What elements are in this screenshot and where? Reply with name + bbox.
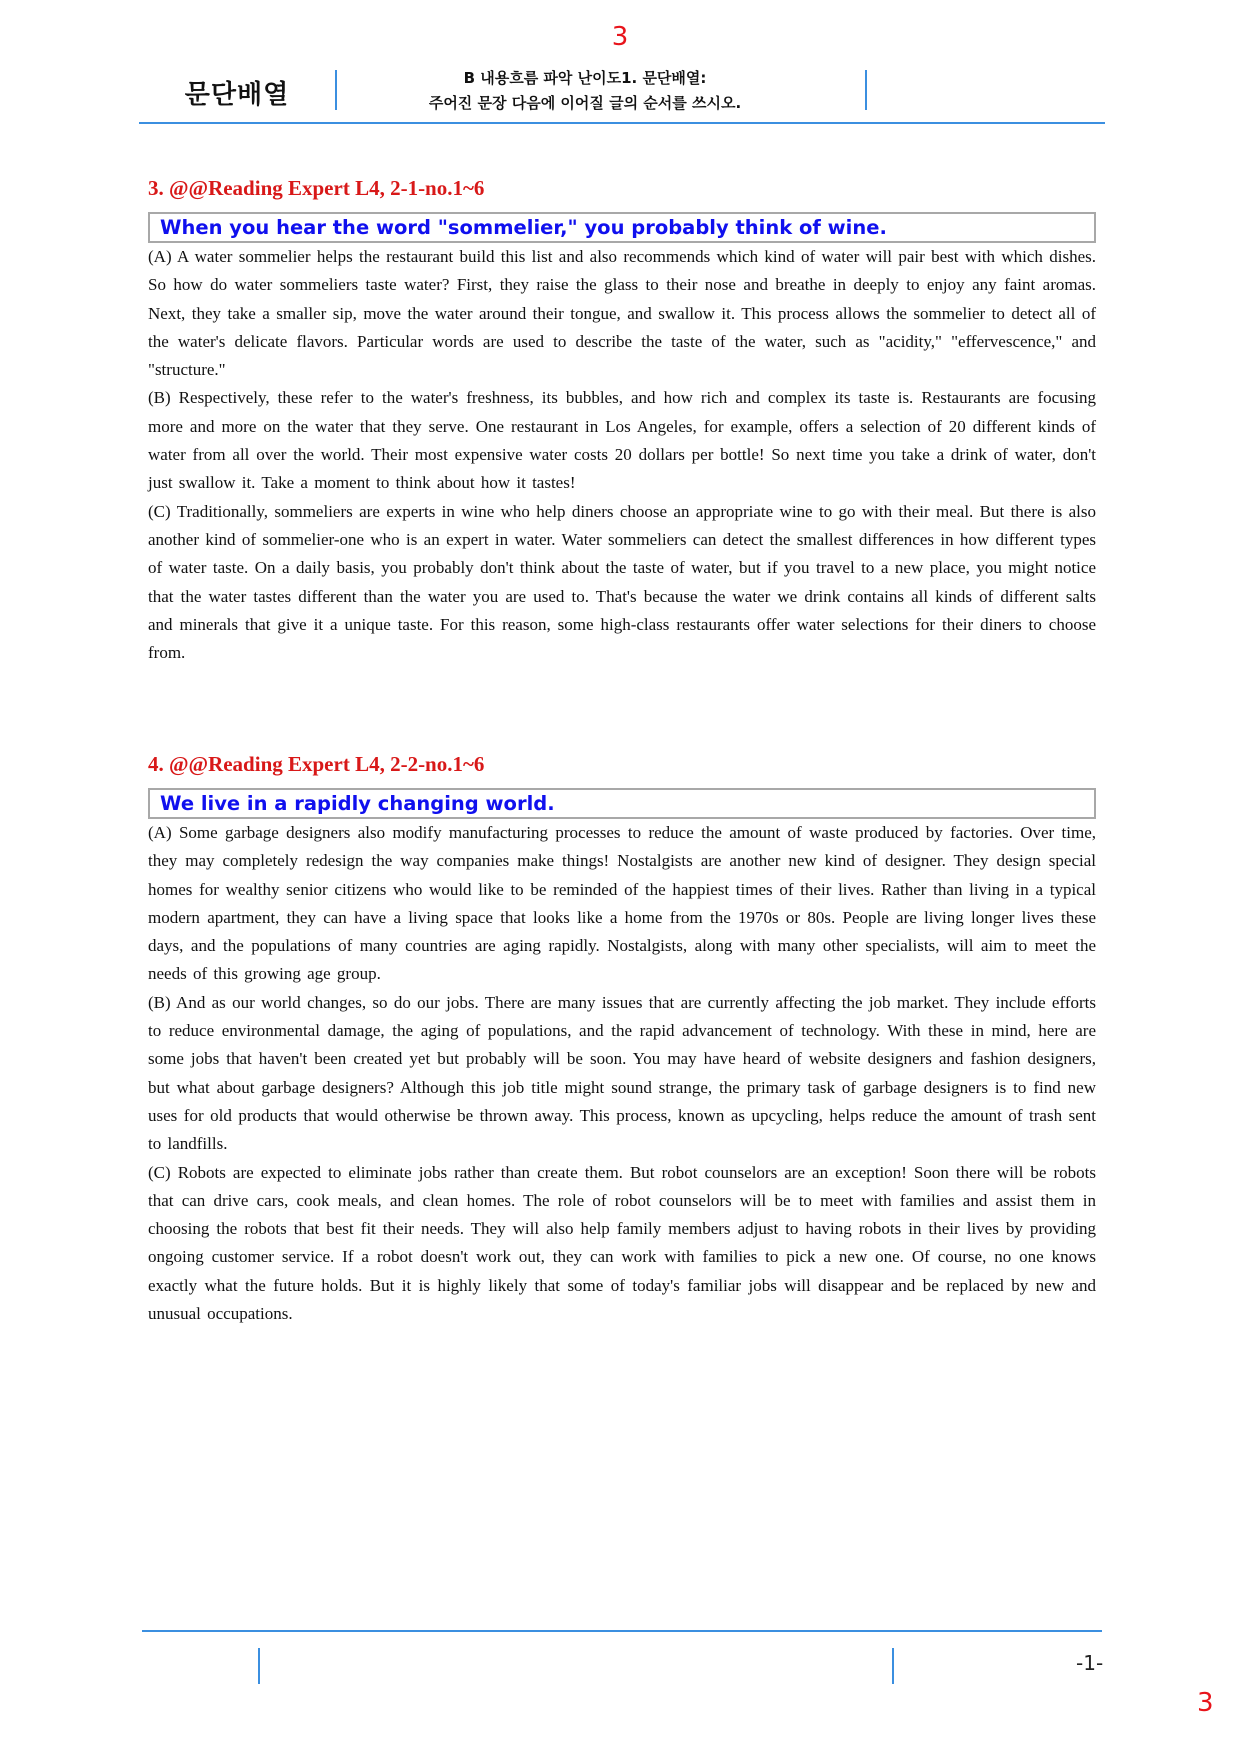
- paragraph-b: (B) And as our world changes, so do our jobs. There are many issues that are currently affecting the job market. They include efforts to reduce environmental damage, the aging of populations, and the rapid advancement of technology. With these in mind, here are some jobs that haven't been created yet but probably will be soon. You may have heard of website designers and fashion designers, but what about garbage designers? Although this job title might sound strange, the primary task of garbage designers is to find new uses for old products that would otherwise be thrown away. This process, known as upcycling, helps reduce the amount of trash sent to landfills.: [148, 992, 1096, 1154]
- header-desc-line2: 주어진 문장 다음에 이어질 글의 순서를 쓰시오.: [428, 94, 742, 112]
- section-title: 3. @@Reading Expert L4, 2-1-no.1~6: [148, 176, 485, 200]
- paragraph-c: (C) Robots are expected to eliminate jobs rather than create them. But robot counselors are an exception! Soon there will be robots that can drive cars, cook meals, and clean homes. The role of robot counselors will be to meet with families and assist them in choosing the robots that best fit their needs. They will also help family members adjust to having robots in their lives by providing ongoing customer service. If a robot doesn't work out, they can work with families to pick a new one. Of course, no one knows exactly what the future holds. But it is highly likely that some of today's familiar jobs will disappear and be replaced by new and unusual occupations.: [148, 1162, 1096, 1324]
- section-title: 4. @@Reading Expert L4, 2-2-no.1~6: [148, 752, 485, 776]
- top-page-number: 3: [611, 22, 629, 52]
- footer-divider-left: [258, 1648, 260, 1684]
- paragraph-a: (A) A water sommelier helps the restaurant build this list and also recommends which kind of water will pair best with which dishes. So how do water sommeliers taste water? First, they raise the glass to their nose and breathe in deeply to enjoy any faint aromas. Next, they take a smaller sip, move the water around their tongue, and swallow it. This process allows the sommelier to detect all of the water's delicate flavors. Particular words are used to describe the taste of the water, such as "acidity," "effervescence," and "structure.": [148, 247, 1096, 380]
- header-title: 문단배열: [184, 80, 290, 110]
- paragraph-a: (A) Some garbage designers also modify manufacturing processes to reduce the amount of waste produced by factories. Over time, they may completely redesign the way companies make things! Nostalgists are another new kind of designer. They design special homes for wealthy senior citizens who would like to be reminded of the happiest times of their lives. Rather than living in a typical modern apartment, they can have a living space that looks like a home from the 1970s or 80s. People are living longer lives these days, and the populations of many countries are aging rapidly. Nostalgists, along with many other specialists, will aim to meet the needs of this growing age group.: [148, 823, 1096, 984]
- header-description: [335, 66, 835, 116]
- footer-rule: [142, 1630, 1102, 1632]
- given-sentence: When you hear the word "sommelier," you probably think of wine.: [148, 212, 1096, 243]
- header-divider-right: [865, 70, 867, 110]
- paragraph-b: (B) Respectively, these refer to the water's freshness, its bubbles, and how rich and complex its taste is. Restaurants are focusing more and more on the water that they serve. One restaurant in Los Angeles, for example, offers a selection of 20 different kinds of water from all over the world. Their most expensive water costs 20 dollars per bottle! So next time you take a drink of water, don't just swallow it. Take a moment to think about how it tastes!: [148, 388, 1096, 493]
- section-4: [148, 750, 1096, 1328]
- corner-page-number: 3: [1197, 1688, 1214, 1718]
- header-rule: [139, 122, 1105, 124]
- paragraph-c: (C) Traditionally, sommeliers are experts in wine who help diners choose an appropriate wine to go with their meal. But there is also another kind of sommelier-one who is an expert in water. Water sommeliers can detect the smallest differences in how different types of water taste. On a daily basis, you probably don't think about the taste of water, but if you travel to a new place, you might notice that the water tastes different than the water you are used to. That's because the water we drink contains all kinds of different salts and minerals that give it a unique taste. For this reason, some high-class restaurants offer water selections for their diners to choose from.: [148, 501, 1096, 663]
- footer-page-label: -1-: [1076, 1651, 1104, 1675]
- header-desc-line1: B 내용흐름 파악 난이도1. 문단배열:: [463, 69, 707, 87]
- footer-divider-right: [892, 1648, 894, 1684]
- page-header: [139, 66, 1105, 124]
- section-3: [148, 174, 1096, 667]
- given-sentence: We live in a rapidly changing world.: [148, 788, 1096, 819]
